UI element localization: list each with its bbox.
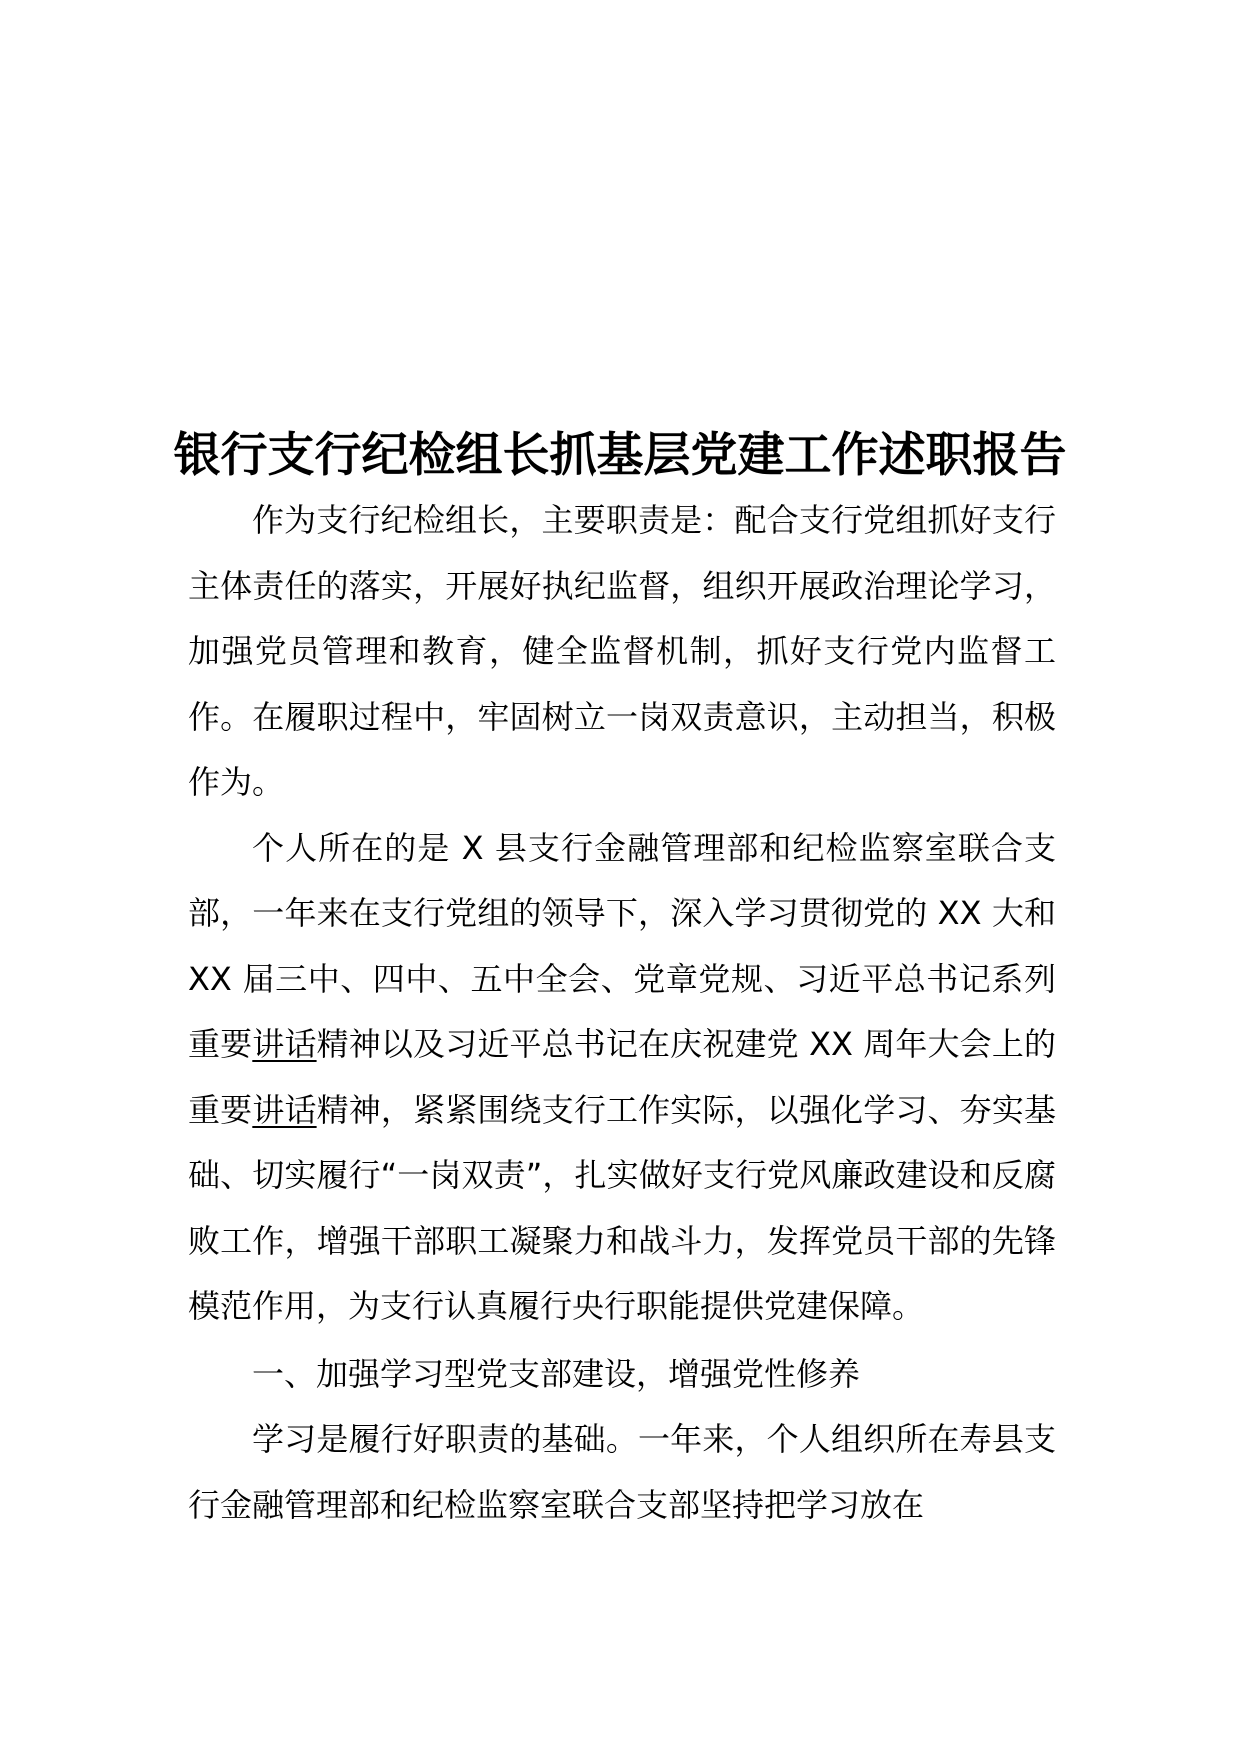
paragraph-branch-overview xyxy=(188,816,1056,1340)
section-heading-1: 一、加强学习型党支部建设，增强党性修养 xyxy=(252,1354,861,1393)
paragraph-text: 精神，紧紧围绕支行工作实际，以强化学习、夯实基础、切实履行“一岗双责”，扎实做好支行党风廉政建设和反腐败工作，增强干部职工凝聚力和战斗力，发挥党员干部的先锋模范作用，为支行认真履行央行职能提供党建保障。 xyxy=(188,1090,1056,1325)
paragraph-text: 个人所在的是 X 县支行金融管理部和纪检监察室联合支部，一年来在支行党组的领导下，深入学习贯彻党的 XX 大和 XX 届三中、四中、五中全会、党章党规、习近平总书记系列重要 xyxy=(188,828,1056,1063)
speech-link[interactable]: 讲话 xyxy=(252,1025,317,1063)
paragraph-intro: 作为支行纪检组长，主要职责是：配合支行党组抓好支行主体责任的落实，开展好执纪监督，组织开展政治理论学习，加强党员管理和教育，健全监督机制，抓好支行党内监督工作。在履职过程中，牢固树立一岗双责意识，主动担当，积极作为。 xyxy=(188,501,1056,801)
speech-link[interactable]: 讲话 xyxy=(252,1090,317,1129)
document-body xyxy=(188,488,1056,1538)
paragraph-text: 精神以及习近平总书记在庆祝建党 XX 周年大会上的重要 xyxy=(188,1025,1056,1129)
document-title: 银行支行纪检组长抓基层党建工作述职报告 xyxy=(173,428,1067,483)
paragraph-study: 学习是履行好职责的基础。一年来，个人组织所在寿县支行金融管理部和纪检监察室联合支部坚持把学习放在 xyxy=(188,1420,1056,1524)
